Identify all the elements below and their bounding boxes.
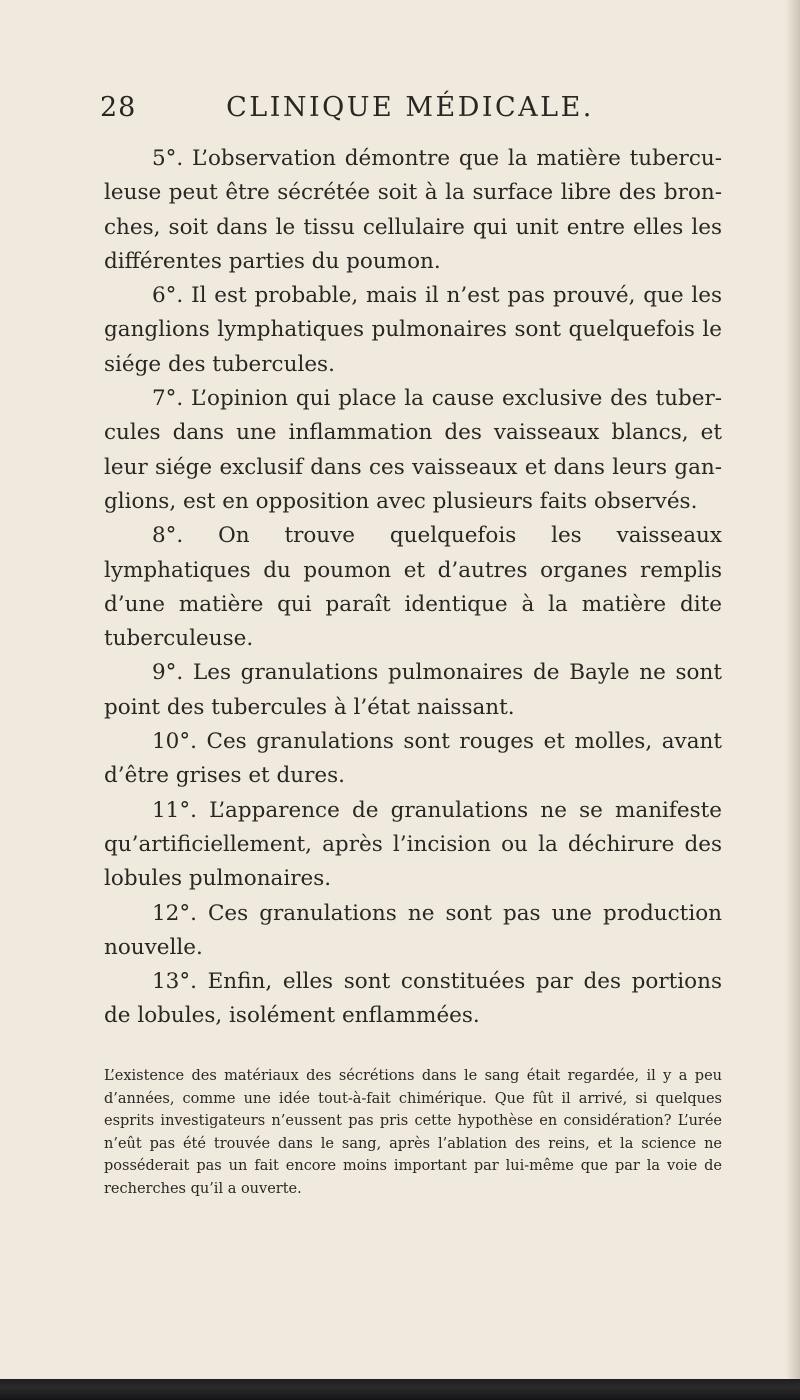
paragraph-13: 13°. Enfin, elles sont constituées par des portions de lobules, isolément enflammées. (104, 969, 722, 1029)
page-edge-shadow (786, 0, 800, 1379)
page-header (100, 92, 720, 132)
paragraph-12: 12°. Ces granulations ne sont pas une production nouvelle. (104, 900, 722, 960)
paragraph-6: 6°. Il est probable, mais il n’est pas prouvé, que les ganglions lymphatiques pulmonaires sont quelquefois le siége des tubercules. (104, 283, 722, 377)
footnote: L’existence des matériaux des sécrétions dans le sang était regardée, il y a peu d’années, comme une idée tout-à-fait chimérique. Que fût il arrivé, si quelques esprits investigateurs n’eussent pas pris cette hypothèse en considération? L’urée n’eût pas été trouvée dans le sang, après l’ablation des reins, et la science ne posséderait pas un fait encore moins important par lui-même que par la voie de recherches qu’il a ouverte. (104, 1068, 722, 1197)
paragraph-8: 8°. On trouve quelquefois les vaisseaux lymphatiques du poumon et d’autres organes remplis d’une matière qui paraît identique à la matière dite tuberculeuse. (104, 523, 722, 652)
body-text (104, 142, 722, 1034)
paragraph-10: 10°. Ces granulations sont rouges et molles, avant d’être grises et dures. (104, 729, 722, 789)
page-number: 28 (100, 92, 137, 123)
running-title: CLINIQUE MÉDICALE. (226, 92, 594, 123)
paragraph-7: 7°. L’opinion qui place la cause exclusive des tubercules dans une inflammation des vaisseaux blancs, et leur siége exclusif dans ces vaisseaux et dans leurs ganglions, est en opposition avec plusieurs faits observés. (104, 386, 722, 514)
paragraph-5: 5°. L’observation démontre que la matière tuberculeuse peut être sécrétée soit à la surface libre des bronches, soit dans le tissu cellulaire qui unit entre elles les différentes parties du poumon. (104, 146, 722, 274)
paragraph-9: 9°. Les granulations pulmonaires de Bayle ne sont point des tubercules à l’état naissant. (104, 660, 722, 720)
scan-bottom-edge (0, 1379, 800, 1400)
paragraph-11: 11°. L’apparence de granulations ne se manifeste qu’artificiellement, après l’incision ou la déchirure des lobules pulmonaires. (104, 797, 722, 892)
